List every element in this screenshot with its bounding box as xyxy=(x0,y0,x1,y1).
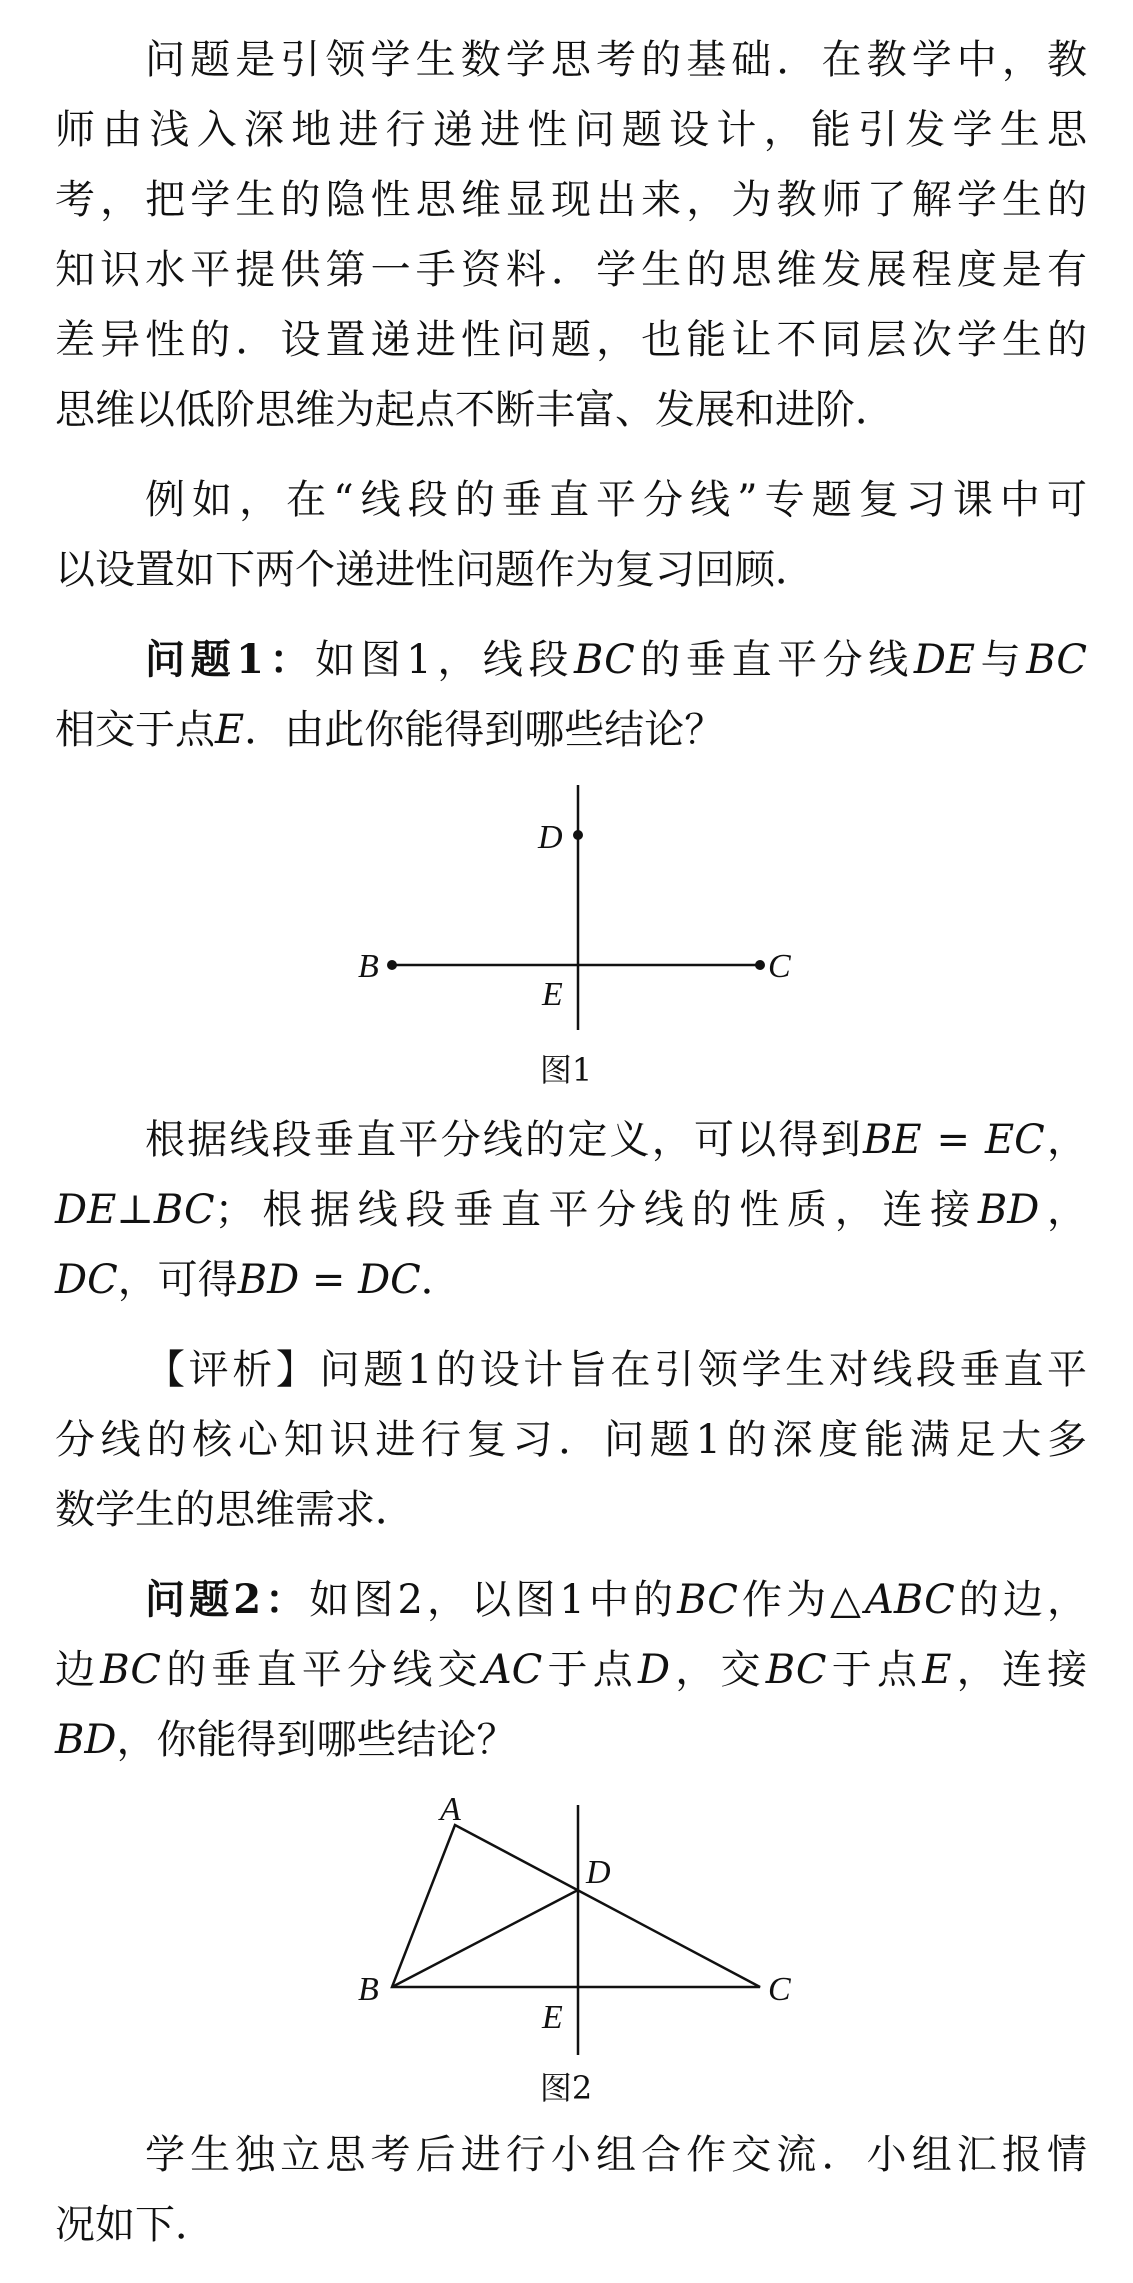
closing-line-2: 况如下． xyxy=(55,2202,215,2248)
q1-text: 相交于点 xyxy=(55,707,215,753)
q2-text: ，连接 xyxy=(951,1647,1088,1693)
intro-line-6: 思维以低阶思维为起点不断丰富、发展和进阶． xyxy=(55,387,895,433)
answer1-math: DC xyxy=(55,1257,118,1303)
q2-math: BD xyxy=(55,1717,117,1763)
q2-text: 的垂直平分线交 xyxy=(160,1647,483,1693)
q2-text: 于点 xyxy=(542,1647,638,1693)
point-c xyxy=(755,960,765,970)
q1-text: ．由此你能得到哪些结论？ xyxy=(244,707,725,753)
figure-2 xyxy=(340,1780,800,2080)
label-b: B xyxy=(358,1971,379,2008)
q2-text: 作为△ xyxy=(737,1577,866,1623)
q2-text: 于点 xyxy=(826,1647,923,1693)
figure-1-caption: 图1 xyxy=(539,1051,593,1089)
answer1-text: ，可得 xyxy=(117,1257,238,1303)
answer1-math: BD xyxy=(977,1187,1040,1233)
intro-line-5: 差异性的．设置递进性问题，也能让不同层次学生的 xyxy=(55,317,1087,363)
q1-text: 与 xyxy=(975,637,1027,683)
question1-label: 问题1： xyxy=(145,636,316,683)
label-e: E xyxy=(542,1999,563,2036)
intro-line-4: 知识水平提供第一手资料．学生的思维发展程度是有 xyxy=(55,247,1087,293)
intro-line-2: 师由浅入深地进行递进性问题设计，能引发学生思 xyxy=(55,107,1087,153)
q2-math: AC xyxy=(482,1647,543,1693)
answer1-math: DE⊥BC xyxy=(55,1187,215,1233)
q2-text: ，你能得到哪些结论？ xyxy=(116,1717,517,1763)
comment-line-1: 【评析】问题1的设计旨在引领学生对线段垂直平 xyxy=(145,1347,1087,1393)
answer1-line-1 xyxy=(145,1110,1087,1170)
point-d xyxy=(573,830,583,840)
q2-text: 的边， xyxy=(954,1577,1088,1623)
q1-math: BC xyxy=(1026,637,1088,683)
label-e: E xyxy=(542,976,563,1013)
answer1-text: 根据线段垂直平分线的定义，可以得到 xyxy=(145,1117,863,1163)
answer1-line-2 xyxy=(55,1180,1087,1240)
label-d: D xyxy=(538,819,563,856)
q1-math: E xyxy=(215,707,245,753)
segment-bd xyxy=(392,1890,578,1987)
point-b xyxy=(387,960,397,970)
comment-line-2: 分线的核心知识进行复习．问题1的深度能满足大多 xyxy=(55,1417,1087,1463)
q1-text: 如图1，线段 xyxy=(315,637,575,683)
example-line-1: 例如，在“线段的垂直平分线”专题复习课中可 xyxy=(145,477,1087,523)
question1-line-2 xyxy=(55,700,1087,760)
q2-math: BC xyxy=(100,1647,161,1693)
comment-line-3: 数学生的思维需求． xyxy=(55,1487,415,1533)
intro-line-3: 考，把学生的隐性思维显现出来，为教师了解学生的 xyxy=(55,177,1087,223)
triangle-abc xyxy=(392,1825,760,1987)
q2-math: D xyxy=(637,1647,671,1693)
closing-line-1: 学生独立思考后进行小组合作交流．小组汇报情 xyxy=(145,2132,1087,2178)
q1-text: 的垂直平分线 xyxy=(634,637,914,683)
q2-text: 如图2，以图1中的 xyxy=(309,1577,678,1623)
figure-1 xyxy=(340,780,800,1080)
question2-line-1 xyxy=(145,1570,1087,1630)
label-c: C xyxy=(768,948,791,985)
answer1-text: ， xyxy=(1039,1187,1088,1233)
q1-math: BC xyxy=(574,637,635,683)
q2-math: BC xyxy=(765,1647,827,1693)
q2-math: ABC xyxy=(865,1577,955,1623)
label-d: D xyxy=(586,1854,611,1891)
intro-line-1: 问题是引领学生数学思考的基础．在教学中，教 xyxy=(145,37,1087,83)
q2-text: ，交 xyxy=(670,1647,766,1693)
label-c: C xyxy=(768,1971,791,2008)
answer1-line-3 xyxy=(55,1250,1087,1310)
answer1-math: BD = DC xyxy=(237,1257,421,1303)
answer1-text: ， xyxy=(1044,1117,1088,1163)
q2-text: 边 xyxy=(55,1647,101,1693)
question2-label: 问题2： xyxy=(145,1576,310,1623)
question2-line-3 xyxy=(55,1710,1087,1770)
answer1-text: ；根据线段垂直平分线的性质，连接 xyxy=(214,1187,978,1233)
q2-math: BC xyxy=(677,1577,738,1623)
question2-line-2 xyxy=(55,1640,1087,1700)
q2-math: E xyxy=(922,1647,952,1693)
answer1-text: ． xyxy=(420,1257,461,1303)
example-line-2: 以设置如下两个递进性问题作为复习回顾． xyxy=(55,547,815,593)
question1-line-1 xyxy=(145,630,1087,690)
answer1-math: BE = EC xyxy=(862,1117,1045,1163)
figure-2-caption: 图2 xyxy=(539,2069,593,2107)
label-b: B xyxy=(358,948,379,985)
label-a: A xyxy=(440,1791,461,1828)
q1-math: DE xyxy=(913,637,976,683)
